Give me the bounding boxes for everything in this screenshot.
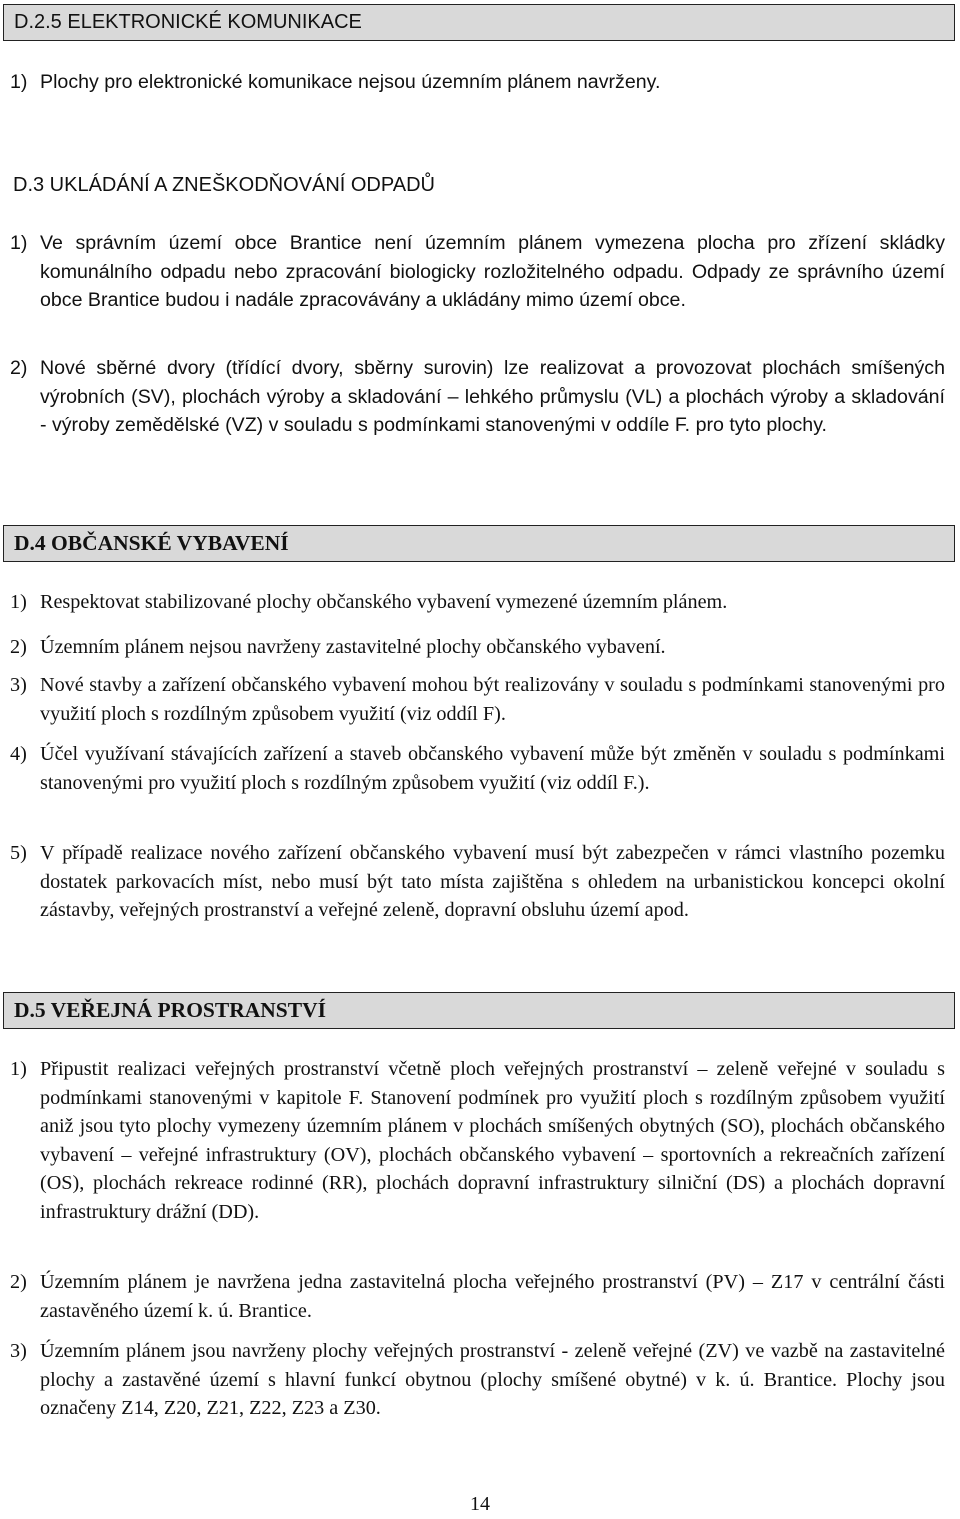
item-number: 3) [10, 674, 27, 696]
section-heading-d3: D.3 UKLÁDÁNÍ A ZNEŠKODŇOVÁNÍ ODPADŮ [13, 174, 435, 196]
list-item [10, 1337, 945, 1423]
list-item [10, 1055, 945, 1227]
item-number: 5) [10, 842, 27, 864]
item-text: Nové stavby a zařízení občanského vybavení mohou být realizovány v souladu s podmínkami stanovenými pro využití ploch s rozdílným způsobem využití (viz oddíl F). [40, 674, 945, 725]
list-item [10, 229, 945, 315]
item-text: Ve správním území obce Brantice není územním plánem vymezena plocha pro zřízení skládky komunálního odpadu nebo zpracování biologicky rozložitelného odpadu. Odpady ze správního území obce Brantice budou i nadále zpracovávány a ukládány mimo území obce. [40, 232, 945, 311]
item-number: 1) [10, 71, 28, 93]
page-number: 14 [470, 1493, 490, 1515]
item-text: Plochy pro elektronické komunikace nejsou územním plánem navrženy. [40, 71, 661, 93]
list-item [10, 1268, 945, 1325]
item-number: 2) [10, 636, 27, 658]
list-item [10, 354, 945, 440]
item-number: 2) [10, 1271, 27, 1293]
item-text: Územním plánem nejsou navrženy zastavitelné plochy občanského vybavení. [40, 636, 666, 658]
section-heading-d5: D.5 VEŘEJNÁ PROSTRANSTVÍ [3, 992, 955, 1029]
list-item [10, 839, 945, 925]
item-text: Územním plánem jsou navrženy plochy veřejných prostranství - zeleně veřejné (ZV) ve vazbě na zastavitelné plochy a zastavěné území s hlavní funkcí obytnou (plochy smíšené obytné) v k. ú. Brantice. Plochy jsou označeny Z14, Z20, Z21, Z22, Z23 a Z30. [40, 1340, 945, 1420]
item-text: Účel využívaní stávajících zařízení a staveb občanského vybavení může být změněn v souladu s podmínkami stanovenými pro využití ploch s rozdílným způsobem využití (viz oddíl F.). [40, 743, 945, 794]
list-item [10, 740, 945, 797]
item-text: Připustit realizaci veřejných prostranství včetně ploch veřejných prostranství – zeleně veřejné v souladu s podmínkami stanovenými v kapitole F. Stanovení podmínek pro využití ploch s rozdílným způsobem využití aniž jsou tyto plochy vymezeny územním plánem v plochách smíšených obytných (SO), plochách občanského vybavení – veřejné infrastruktury (OV), plochách občanského vybavení – sportovních a rekreačních zařízení (OS), plochách rekreace rodinné (RR), plochách dopravní infrastruktury silniční (DS) a plochách dopravní infrastruktury drážní (DD). [40, 1058, 945, 1223]
item-text: Nové sběrné dvory (třídící dvory, sběrny surovin) lze realizovat a provozovat plochách smíšených výrobních (SV), plochách výroby a skladování – lehkého průmyslu (VL) a plochách výroby a skladování - výroby zemědělské (VZ) v souladu s podmínkami stanovenými v oddíle F. pro tyto plochy. [40, 357, 945, 436]
list-item [10, 633, 945, 662]
item-text: Respektovat stabilizované plochy občanského vybavení vymezené územním plánem. [40, 591, 728, 613]
list-item [10, 588, 945, 617]
section-heading-d4: D.4 OBČANSKÉ VYBAVENÍ [3, 525, 955, 562]
item-number: 1) [10, 232, 28, 254]
item-text: Územním plánem je navržena jedna zastavitelná plocha veřejného prostranství (PV) – Z17 v centrální části zastavěného území k. ú. Brantice. [40, 1271, 945, 1322]
list-item [10, 68, 945, 97]
item-number: 2) [10, 357, 28, 379]
list-item [10, 671, 945, 728]
item-number: 1) [10, 591, 27, 613]
item-number: 3) [10, 1340, 27, 1362]
item-number: 4) [10, 743, 27, 765]
section-heading-d25: D.2.5 ELEKTRONICKÉ KOMUNIKACE [3, 4, 955, 41]
item-text: V případě realizace nového zařízení občanského vybavení musí být zabezpečen v rámci vlastního pozemku dostatek parkovacích míst, nebo musí být tato místa zajištěna s ohledem na urbanistickou koncepci okolní zástavby, veřejných prostranství a veřejné zeleně, dopravní obsluhu území apod. [40, 842, 945, 922]
item-number: 1) [10, 1058, 27, 1080]
